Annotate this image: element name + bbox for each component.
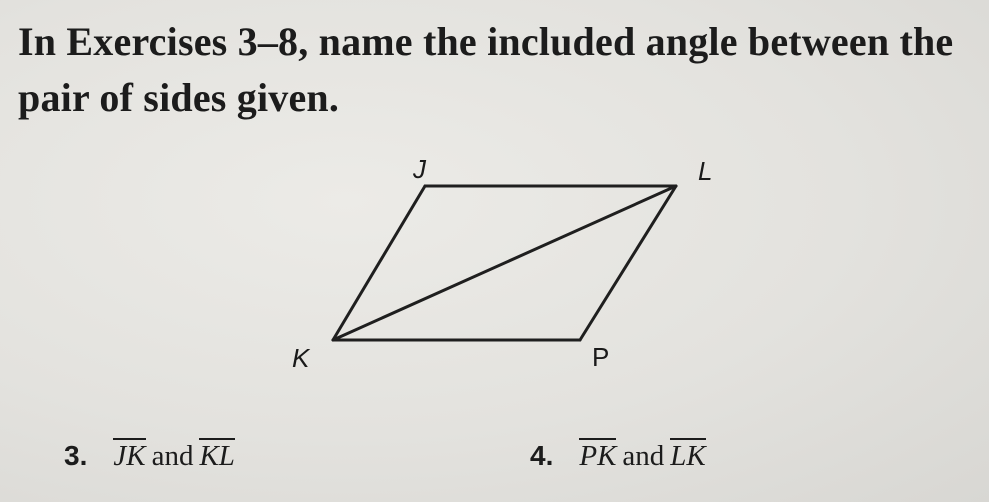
exercise-number: 4. — [530, 440, 554, 471]
exercise-3 — [64, 438, 235, 473]
segment-pk: PK — [579, 440, 617, 472]
diagonal-kl — [333, 186, 676, 340]
side-kj — [333, 186, 425, 340]
segment-lk: LK — [670, 440, 706, 472]
conjunction-text: and — [622, 440, 665, 472]
conjunction-text: and — [151, 440, 194, 472]
vertex-label-p: P — [592, 342, 610, 372]
segment-kl: KL — [199, 440, 235, 472]
vertex-label-k: K — [292, 343, 310, 373]
exercise-number: 3. — [64, 440, 88, 471]
vertex-label-j: J — [413, 154, 426, 184]
exercise-instruction: In Exercises 3–8, name the included angle between the pair of sides given. — [18, 19, 954, 120]
exercise-4 — [530, 438, 706, 473]
segment-jk: JK — [113, 440, 146, 472]
vertex-label-l: L — [698, 156, 713, 186]
